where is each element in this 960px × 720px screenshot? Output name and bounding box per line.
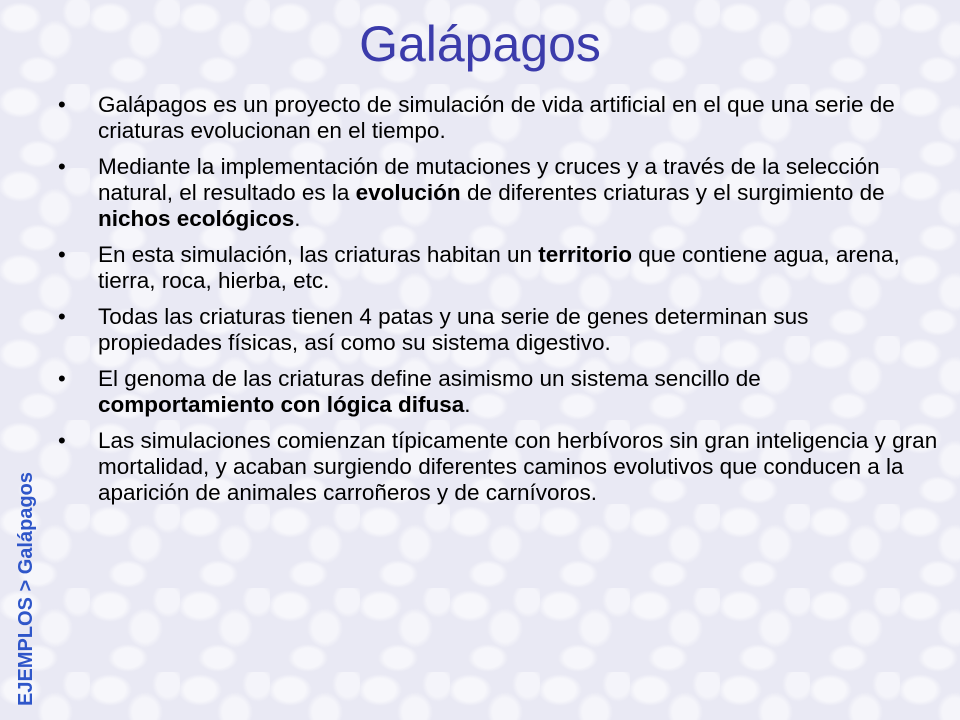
bullet-item [58, 92, 938, 144]
bullet-emphasis: territorio [538, 242, 632, 267]
bullet-text [98, 154, 885, 231]
bullet-text [98, 428, 937, 505]
bullet-emphasis: nichos ecológicos [98, 206, 295, 231]
bullet-marker: • [58, 366, 66, 391]
bullet-item [58, 242, 938, 294]
bullet-text [98, 242, 900, 293]
bullet-segment: . [294, 206, 301, 231]
bullet-segment: Las simulaciones comienzan típicamente con herbívoros sin gran inteligencia y gran mortalidad, y acaban surgiendo diferentes caminos evolutivos que conducen a la aparición de animales carroñeros y de carnívoros. [98, 428, 938, 505]
bullet-item [58, 366, 938, 418]
slide-title: Galápagos [359, 16, 601, 72]
bullet-segment: . [464, 392, 471, 417]
bullet-item [58, 428, 938, 506]
bullet-segment: Galápagos es un proyecto de simulación de vida artificial en el que una serie de criaturas evolucionan en el tiempo. [98, 92, 895, 143]
bullet-segment: que contiene agua, arena, tierra, roca, hierba, etc. [98, 242, 900, 293]
bullet-item [58, 304, 938, 356]
bullet-marker: • [58, 304, 66, 329]
bullet-emphasis: evolución [355, 180, 461, 205]
bullet-segment: El genoma de las criaturas define asimismo un sistema sencillo de [98, 366, 761, 391]
bullet-list [58, 92, 938, 516]
bullet-emphasis: comportamiento con lógica difusa [98, 392, 465, 417]
bullet-text [98, 304, 808, 355]
bullet-segment: Mediante la implementación de mutaciones y cruces y a través de la selección natural, el resultado es la [98, 154, 880, 205]
bullet-segment: En esta simulación, las criaturas habitan un [98, 242, 539, 267]
section-breadcrumb: EJEMPLOS > Galápagos [15, 472, 37, 706]
bullet-marker: • [58, 154, 66, 179]
bullet-marker: • [58, 92, 66, 117]
bullet-segment: de diferentes criaturas y el surgimiento de [460, 180, 885, 205]
bullet-marker: • [58, 242, 66, 267]
bullet-text [98, 366, 761, 417]
bullet-item [58, 154, 938, 232]
bullet-segment: Todas las criaturas tienen 4 patas y una serie de genes determinan sus propiedades físicas, así como su sistema digestivo. [98, 304, 809, 355]
bullet-marker: • [58, 428, 66, 453]
bullet-text [98, 92, 895, 143]
